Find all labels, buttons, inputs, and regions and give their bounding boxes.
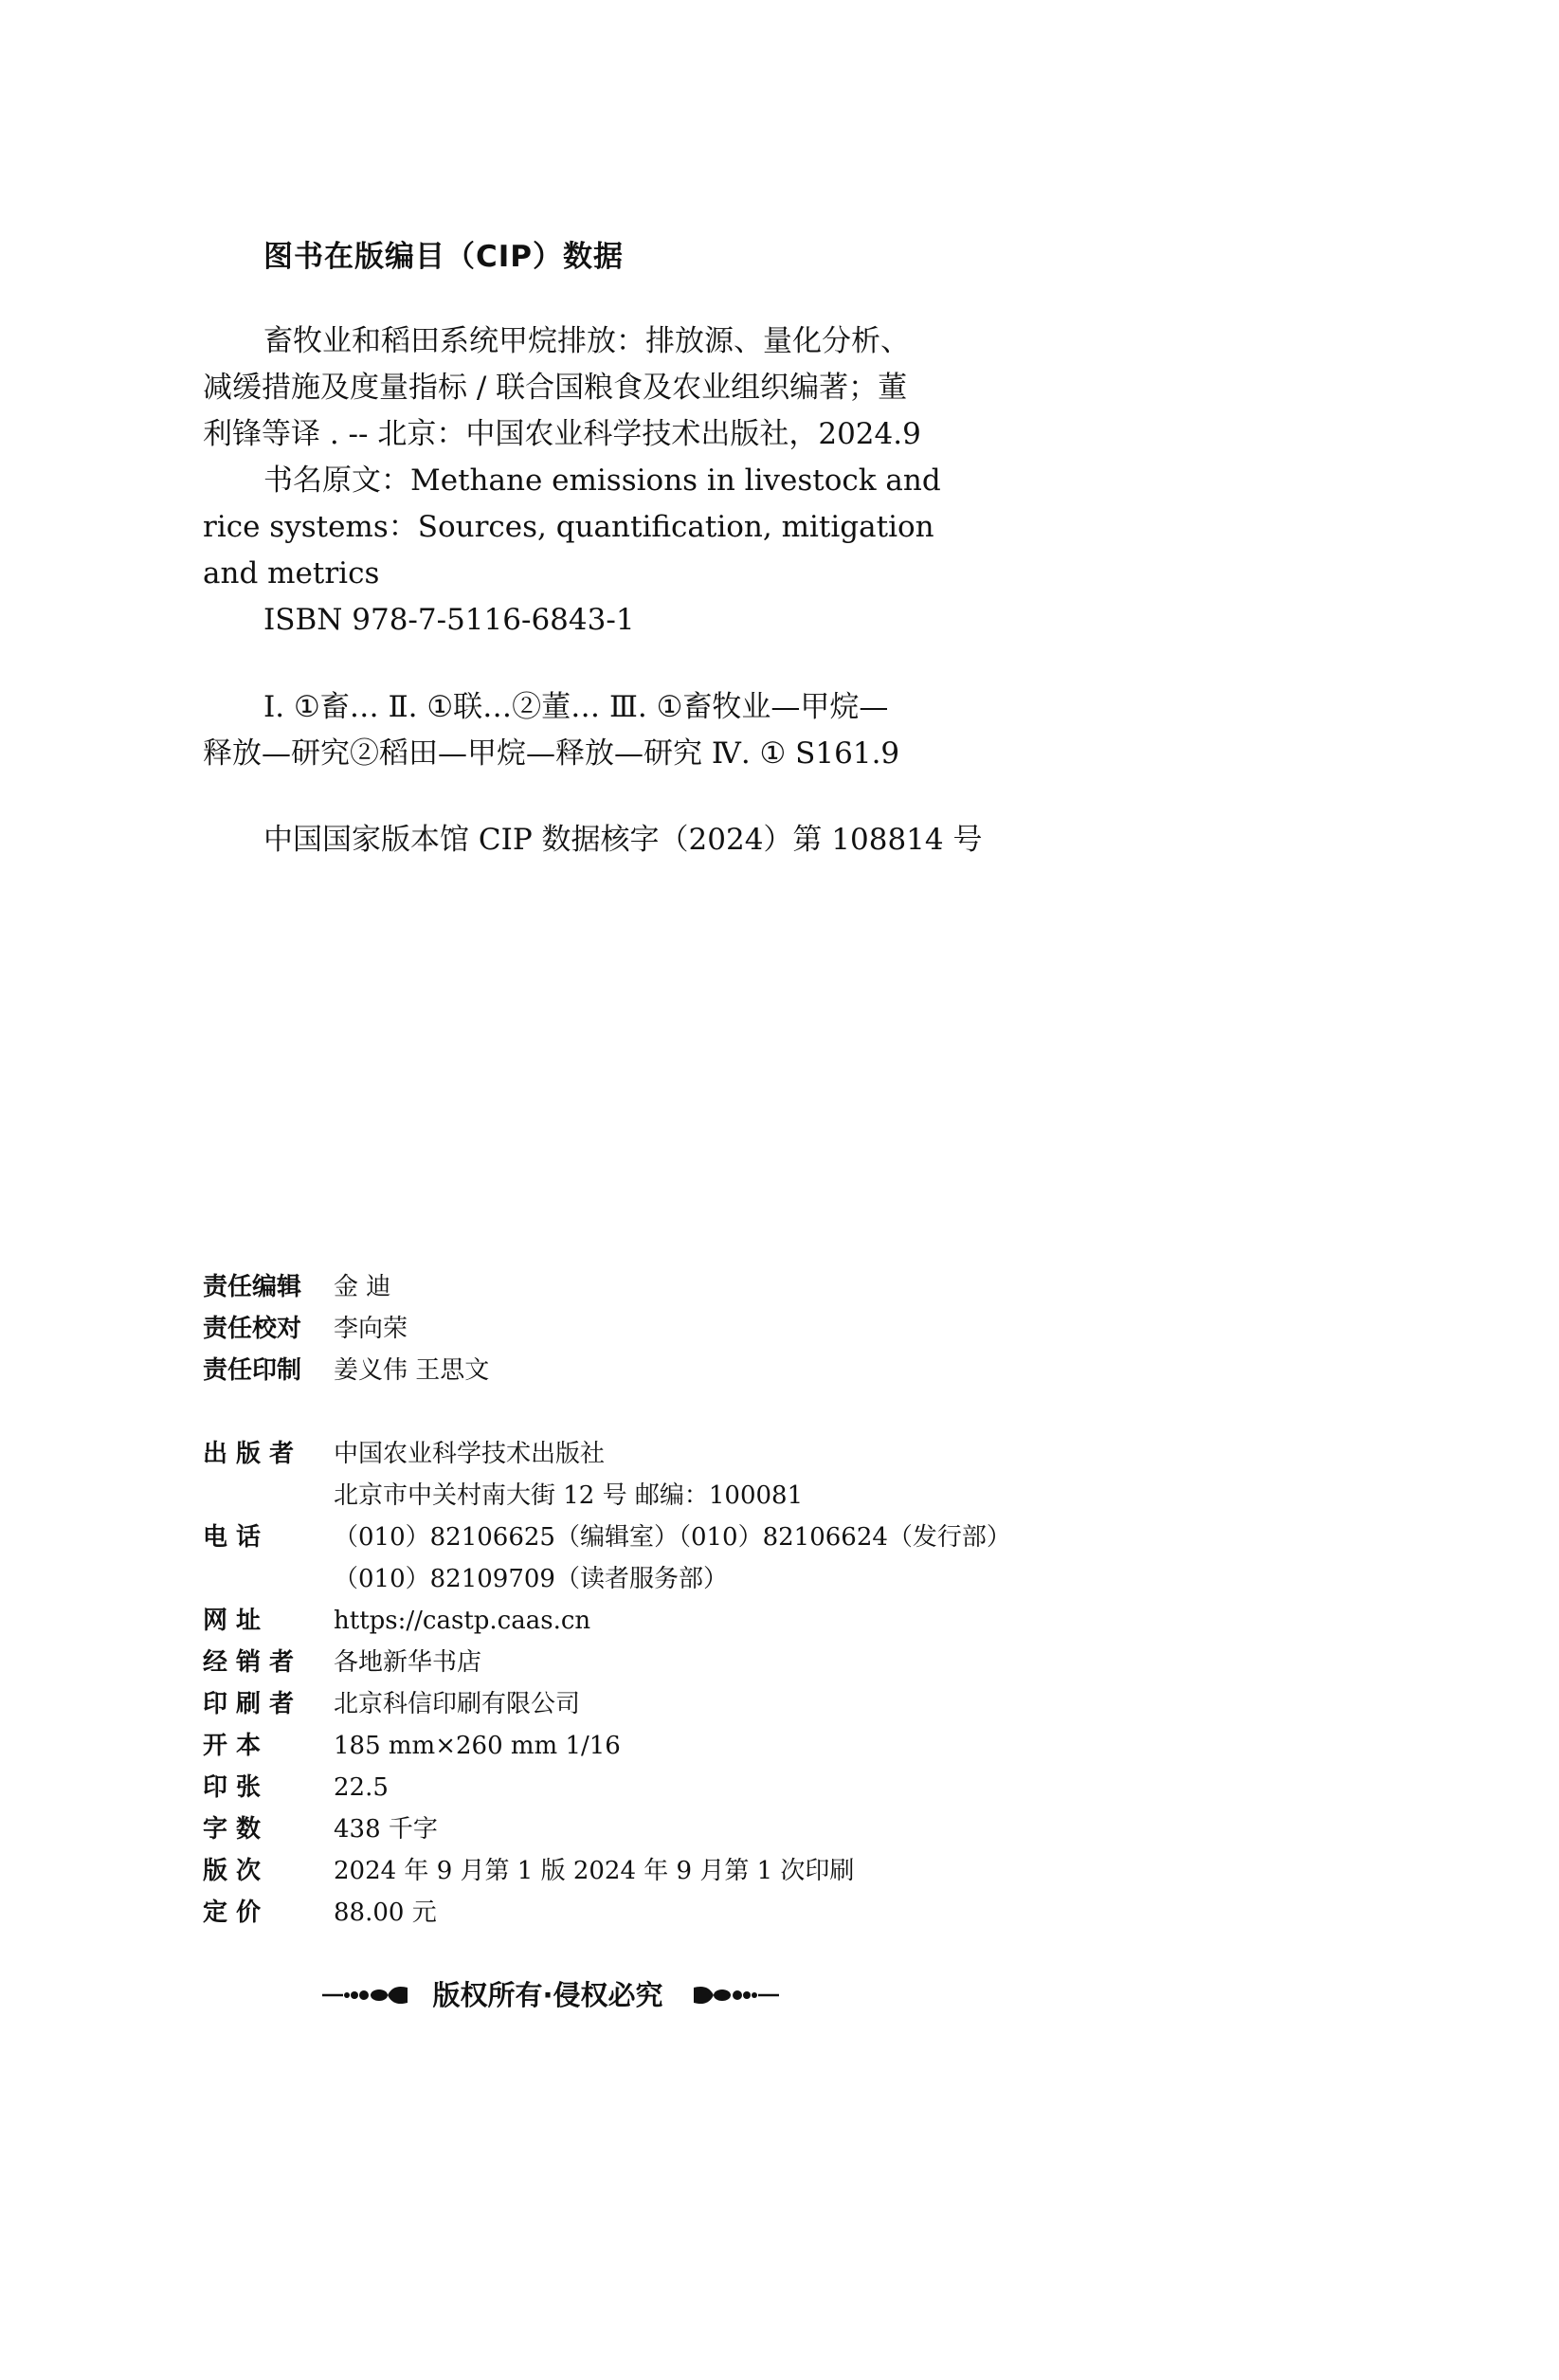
word-count-value: 438 千字 (334, 1815, 438, 1844)
price-label: 定 价 (203, 1899, 262, 1927)
isbn-line: ISBN 978-7-5116-6843-1 (263, 603, 635, 637)
cip-line: 利锋等译 . -- 北京：中国农业科学技术出版社，2024.9 (203, 417, 921, 451)
edition-value: 2024 年 9 月第 1 版 2024 年 9 月第 1 次印刷 (334, 1857, 855, 1885)
phone-value-2: （010）82109709（读者服务部） (334, 1565, 728, 1593)
publisher-label: 出 版 者 (203, 1440, 295, 1468)
proofreader-label: 责任校对 (203, 1315, 302, 1343)
sheets-label: 印 张 (203, 1773, 262, 1802)
ornament-right-icon (692, 1982, 779, 2008)
print-manager-label: 责任印制 (203, 1356, 302, 1385)
edition-label: 版 次 (203, 1857, 262, 1885)
distributor-value: 各地新华书店 (334, 1648, 482, 1677)
website-label: 网 址 (203, 1607, 262, 1635)
word-count-label: 字 数 (203, 1815, 262, 1844)
copyright-text: 版权所有·侵权必究 (432, 1979, 663, 2011)
printer-value: 北京科信印刷有限公司 (334, 1690, 581, 1718)
print-manager-value: 姜义伟 王思文 (334, 1356, 490, 1385)
copyright-notice (322, 1976, 768, 2014)
classification-line: Ⅰ. ①畜… Ⅱ. ①联…②董… Ⅲ. ①畜牧业—甲烷— (263, 690, 889, 724)
sheets-value: 22.5 (334, 1773, 389, 1802)
website-value: https://castp.caas.cn (334, 1607, 591, 1635)
format-label: 开 本 (203, 1732, 262, 1760)
cip-heading: 图书在版编目（CIP）数据 (263, 240, 625, 274)
price-value: 88.00 元 (334, 1899, 437, 1927)
proofreader-value: 李向荣 (334, 1315, 408, 1343)
distributor-label: 经 销 者 (203, 1648, 295, 1677)
editor-value: 金 迪 (334, 1273, 391, 1301)
cip-line: 畜牧业和稻田系统甲烷排放：排放源、量化分析、 (263, 324, 910, 358)
cip-number-line: 中国国家版本馆 CIP 数据核字（2024）第 108814 号 (263, 823, 983, 857)
cip-line: and metrics (203, 556, 380, 590)
publisher-value: 中国农业科学技术出版社 (334, 1440, 606, 1468)
classification-line: 释放—研究②稻田—甲烷—释放—研究 Ⅳ. ① S161.9 (203, 736, 900, 771)
publisher-address: 北京市中关村南大街 12 号 邮编：100081 (334, 1481, 804, 1510)
phone-value: （010）82106625（编辑室）（010）82106624（发行部） (334, 1523, 1011, 1552)
format-value: 185 mm×260 mm 1/16 (334, 1732, 621, 1760)
phone-label: 电 话 (203, 1523, 262, 1552)
printer-label: 印 刷 者 (203, 1690, 295, 1718)
editor-label: 责任编辑 (203, 1273, 302, 1301)
cip-line: 减缓措施及度量指标 / 联合国粮食及农业组织编著；董 (203, 371, 908, 405)
ornament-left-icon (322, 1982, 409, 2008)
cip-line: rice systems：Sources, quantification, mitigation (203, 510, 934, 544)
cip-line: 书名原文：Methane emissions in livestock and (263, 463, 941, 498)
